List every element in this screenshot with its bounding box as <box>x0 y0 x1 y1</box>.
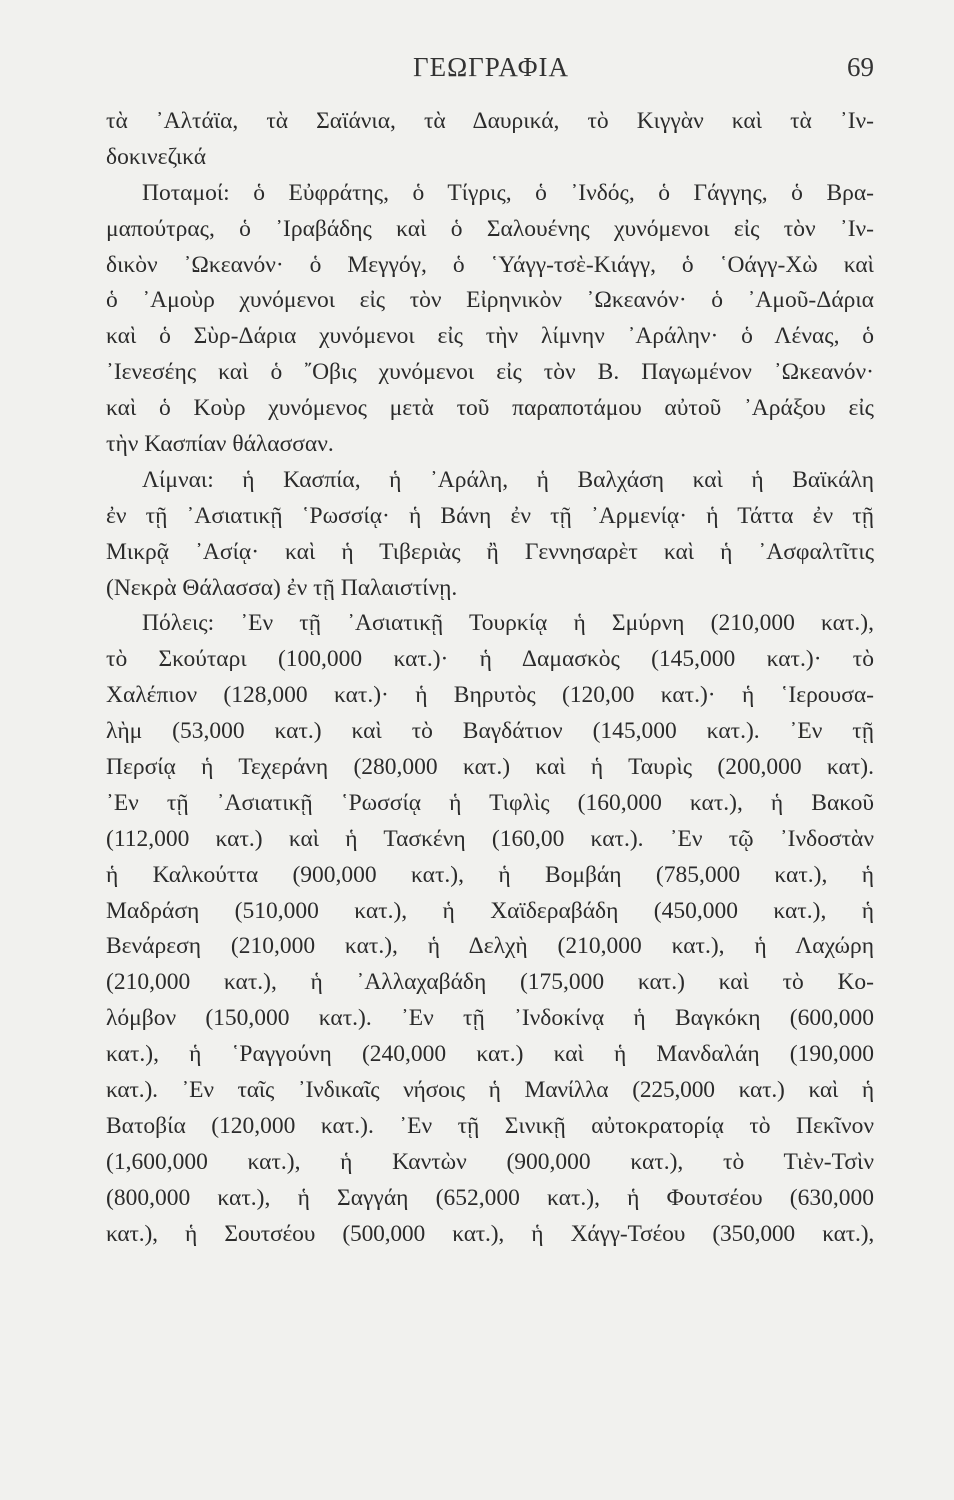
text-line: ᾿Ιενεσέης καὶ ὁ ῎Οβις χυνόμενοι εἰς τὸν Β. Παγωμένον ᾿Ωκεανόν· <box>106 359 874 386</box>
text-line: ἡ Καλκούττα (900,000 κατ.), ἡ Βομβάη (785,000 κατ.), ἡ <box>106 861 874 888</box>
text-line: κατ.), ἡ ῾Ραγγούνη (240,000 κατ.) καὶ ἡ Μανδαλάη (190,000 <box>106 1041 874 1068</box>
text-line: καὶ ὁ Κοὺρ χυνόμενος μετὰ τοῦ παραποτάμου αὐτοῦ ᾿Αράξου εἰς <box>106 395 874 422</box>
text-line: ᾿Εν τῇ ᾿Ασιατικῇ ῾Ρωσσίᾳ ἡ Τιφλὶς (160,000 κατ.), ἡ Βακοῦ <box>106 789 874 816</box>
text-line: Βενάρεση (210,000 κατ.), ἡ Δελχὴ (210,000 κατ.), ἡ Λαχώρη <box>106 933 874 960</box>
text-line: (800,000 κατ.), ἡ Σαγγάη (652,000 κατ.), ἡ Φουτσέου (630,000 <box>106 1184 874 1211</box>
text-line: δικὸν ᾿Ωκεανόν· ὁ Μεγγόγ, ὁ ῾Υάγγ-τσὲ-Κιάγγ, ὁ ῾Οάγγ-Χὼ καὶ <box>106 251 874 278</box>
text-line: τὰ ᾿Αλτάϊα, τὰ Σαϊάνια, τὰ Δαυρικά, τὸ Κιγγὰν καὶ τὰ ᾿Ιν- <box>106 108 874 134</box>
text-line: Χαλέπιον (128,000 κατ.)· ἡ Βηρυτὸς (120,00 κατ.)· ἡ ῾Ιερουσα- <box>106 682 874 709</box>
text-line: Βατοβία (120,000 κατ.). ᾿Εν τῇ Σινικῇ αὐτοκρατορίᾳ τὸ Πεκῖνον <box>106 1112 874 1139</box>
text-line: δοκινεζικά <box>106 143 207 170</box>
text-line: Περσίᾳ ἡ Τεχεράνη (280,000 κατ.) καὶ ἡ Ταυρὶς (200,000 κατ). <box>106 754 874 781</box>
text-line: λὴμ (53,000 κατ.) καὶ τὸ Βαγδάτιον (145,000 κατ.). ᾿Εν τῇ <box>106 718 874 745</box>
text-line: ὁ ᾿Αμοὺρ χυνόμενοι εἰς τὸν Εἰρηνικὸν ᾿Ωκεανόν· ὁ ᾿Αμοῦ-Δάρια <box>106 287 874 314</box>
lakes-heading-line: Λίμναι: ἡ Κασπία, ἡ ᾿Αράλη, ἡ Βαλχάση καὶ ἡ Βαϊκάλη <box>142 466 874 493</box>
text-line: κατ.), ἡ Σουτσέου (500,000 κατ.), ἡ Χάγγ-Τσέου (350,000 κατ.), <box>106 1220 874 1247</box>
text-line: Μικρᾷ ᾿Ασίᾳ· καὶ ἡ Τιβεριὰς ἢ Γεννησαρὲτ καὶ ἡ ᾿Ασφαλτῖτις <box>106 538 874 565</box>
text-line: Μαδράση (510,000 κατ.), ἡ Χαϊδεραβάδη (450,000 κατ.), ἡ <box>106 897 874 924</box>
text-line: (1,600,000 κατ.), ἡ Καντὼν (900,000 κατ.), τὸ Τιὲν-Τσὶν <box>106 1148 874 1175</box>
cities-heading-line: Πόλεις: ᾿Εν τῇ ᾿Ασιατικῇ Τουρκίᾳ ἡ Σμύρνη (210,000 κατ.), <box>142 610 874 637</box>
text-line: ἐν τῇ ᾿Ασιατικῇ ῾Ρωσσίᾳ· ἡ Βάνη ἐν τῇ ᾿Αρμενίᾳ· ἡ Τάττα ἐν τῇ <box>106 502 874 529</box>
rivers-heading-line: Ποταμοί: ὁ Εὐφράτης, ὁ Τίγρις, ὁ ᾿Ινδός, ὁ Γάγγης, ὁ Βρα- <box>142 179 874 206</box>
text-line: τὴν Κασπίαν θάλασσαν. <box>106 431 334 458</box>
running-title: ΓΕΩΓΡΑΦΙΑ <box>413 52 569 82</box>
text-line: (112,000 κατ.) καὶ ἡ Τασκένη (160,00 κατ.). ᾿Εν τῷ ᾿Ινδοστὰν <box>106 825 874 852</box>
text-line: (210,000 κατ.), ἡ ᾿Αλλαχαβάδη (175,000 κατ.) καὶ τὸ Κο- <box>106 969 874 996</box>
running-head <box>102 52 880 92</box>
text-line: (Νεκρὰ Θάλασσα) ἐν τῇ Παλαιστίνῃ. <box>106 574 458 601</box>
text-line: λόμβον (150,000 κατ.). ᾿Εν τῇ ᾿Ινδοκίνᾳ ἡ Βαγκόκη (600,000 <box>106 1005 874 1032</box>
text-line: μαπούτρας, ὁ ᾿Ιραβάδης καὶ ὁ Σαλουένης χυνόμενοι εἰς τὸν ᾿Ιν- <box>106 215 874 242</box>
text-line: τὸ Σκούταρι (100,000 κατ.)· ἡ Δαμασκὸς (145,000 κατ.)· τὸ <box>106 646 874 673</box>
page-number: 69 <box>847 52 874 82</box>
body-text <box>106 104 874 1253</box>
text-line: καὶ ὁ Σὺρ-Δάρια χυνόμενοι εἰς τὴν λίμνην ᾿Αράλην· ὁ Λένας, ὁ <box>106 323 874 350</box>
text-line: κατ.). ᾿Εν ταῖς ᾿Ινδικαῖς νήσοις ἡ Μανίλλα (225,000 κατ.) καὶ ἡ <box>106 1077 874 1104</box>
